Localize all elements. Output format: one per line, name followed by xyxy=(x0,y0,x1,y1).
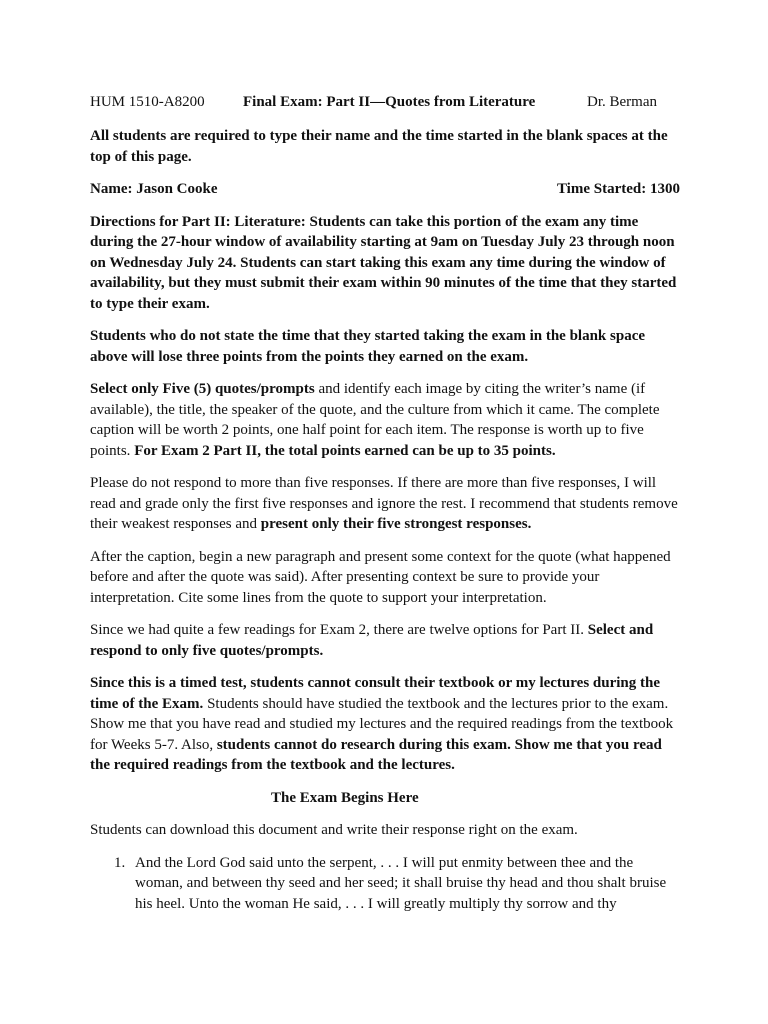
time-started-field[interactable]: Time Started: 1300 xyxy=(556,181,680,197)
exam-begins-heading: The Exam Begins Here xyxy=(271,789,419,806)
selection-points: For Exam 2 Part II, the total points earned can be up to 35 points. xyxy=(134,442,556,459)
page-content xyxy=(90,92,680,914)
directions-paragraph xyxy=(90,212,680,315)
exam-title: Final Exam: Part II—Quotes from Literature xyxy=(243,94,536,110)
directions-body: : Students can take this portion of the exam any time during the 27-hour window of availability starting at 9am on Tuesday July 23 through noon on Wednesday July 24. Students can start taking this exam any time during the window of availability, but they must submit their exam within 90 minutes of the time that they started to type their exam. xyxy=(90,213,677,312)
selection-body: and identify each image by citing the writer’s name (if available), the title, the speaker of the quote, and the culture from which it came. The complete caption will be worth 2 points, one half point for each item. The response is worth up to five points. xyxy=(90,381,660,459)
instructions-paragraph: All students are required to type their name and the time started in the blank spaces at the top of this page. xyxy=(90,128,668,165)
readings-emphasis: Select and respond to only five quotes/prompts. xyxy=(90,622,654,659)
download-note: Students can download this document and write their response right on the exam. xyxy=(90,822,578,838)
timed-emphasis: students cannot do research during this exam. Show me that you read the required readings from the textbook and the lectures. xyxy=(90,736,662,773)
selection-paragraph xyxy=(90,379,680,461)
penalty-paragraph: Students who do not state the time that they started taking the exam in the blank space above will lose three points from the points they earned on the exam. xyxy=(90,328,646,365)
limit-paragraph xyxy=(90,473,680,535)
student-info-row xyxy=(90,179,680,200)
question-item xyxy=(90,853,680,915)
limit-body: Please do not respond to more than five responses. If there are more than five responses, I will read and grade only the first five responses and ignore the rest. I recommend that students remove their weakest responses and xyxy=(90,475,678,532)
timed-body: Students should have studied the textbook and the lectures prior to the exam. Show me that you have read and studied my lectures and the required readings from the textbook for Weeks 5-7. Also, xyxy=(90,695,674,753)
limit-emphasis: present only their five strongest responses. xyxy=(260,516,532,532)
question-number: 1. xyxy=(114,854,126,871)
caption-paragraph: After the caption, begin a new paragraph and present some context for the quote (what happened before and after the quote was said). After presenting context be sure to provide your interpretation. Cite some lines from the quote to support your interpretation. xyxy=(90,548,671,606)
readings-body: Since we had quite a few readings for Exam 2, there are twelve options for Part II. xyxy=(90,622,588,638)
readings-paragraph xyxy=(90,620,680,661)
course-code: HUM 1510-A8200 xyxy=(90,94,205,110)
directions-heading: Directions for Part II: Literature xyxy=(90,213,301,230)
question-text: And the Lord God said unto the serpent, . . . I will put enmity between thee and the woman, and between thy seed and her seed; it shall bruise thy head and thou shalt bruise his heel. Unto the woman He said, . . . I will greatly multiply thy sorrow and thy xyxy=(135,854,667,912)
selection-lead: Select only Five (5) quotes/prompts xyxy=(90,381,315,397)
timed-lead: Since this is a timed test, students cannot consult their textbook or my lectures during the time of the Exam. xyxy=(90,675,660,712)
timed-paragraph xyxy=(90,673,680,776)
instructor-name: Dr. Berman xyxy=(587,94,657,110)
student-name-field[interactable]: Name: Jason Cooke xyxy=(90,181,218,197)
page-header xyxy=(90,92,680,114)
question-list xyxy=(90,853,680,915)
